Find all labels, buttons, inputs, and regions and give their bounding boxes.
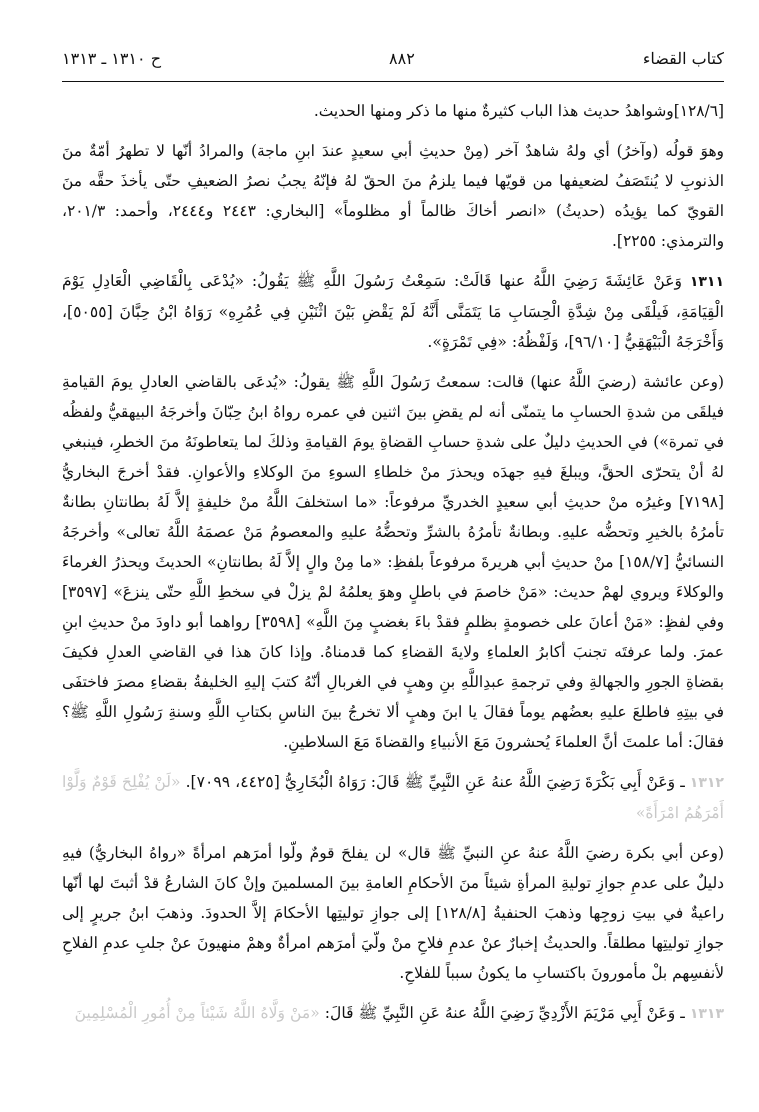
hadith-text: ـ وَعَنْ أَبِي مَرْيَمَ الأَزْدِيِّ رَضِيَ اللَّهُ عنهُ عَنِ النَّبِيِّ ﷺ قَالَ: <box>324 1004 685 1022</box>
page-body <box>62 96 724 1039</box>
book-title: كتاب القضاء <box>642 48 724 68</box>
hadith-text: ـ وَعَنْ أَبِي بَكْرَةَ رَضِيَ اللَّهُ عنهُ عَنِ النَّبِيِّ ﷺ قَالَ: رَوَاهُ الْبُخَارِيُّ [٤٤٢٥، ٧٠٩٩]. <box>185 773 685 791</box>
hadith-number: ١٣١٣ <box>689 1006 724 1022</box>
hadith-1313 <box>62 998 724 1029</box>
hadith-1311 <box>62 266 724 357</box>
commentary-paragraph: [١٢٨/٦]وشواهدُ حديث هذا الباب كثيرةٌ منها ما ذكر ومنها الحديث. <box>313 102 724 120</box>
commentary-paragraph: (وعن أبي بكرة رضيَ اللَّهُ عنهُ عنِ النبيِّ ﷺ قال» لن يفلحَ قومٌ ولّوا أمرَهم امرأةً «رواهُ البخاريُّ) فيهِ دليلٌ على عدمِ جوازِ توليةِ المرأةِ شيئاً منَ الأحكامِ العامةِ بينَ المسلمينَ وإنْ كانَ الشارعُ قدْ أثبتَ لها أنّها راعيةٌ في بيتِ زوجِها وذهبَ الحنفيةُ [١٢٨/٨] إلى جوازِ توليتِها الأحكامَ إلاَّ الحدودَ. وذهبَ ابنُ جريرٍ إلى جوازِ توليتِها مطلقاً. والحديثُ إخبارٌ عنْ عدمِ فلاحِ منْ ولّيَ أمرَهم امرأةٌ وهمْ منهيونَ عنْ جلبِ عدمِ الفلاحِ لأنفسِهم بلْ مأمورونَ باكتسابِ ما يكونُ سبباً للفلاحِ. <box>62 844 725 982</box>
faded-hadith-text: «لَنْ يُفْلِحَ قَوْمٌ وَلَّوْا أَمْرَهُمُ امْرَأَةً» <box>62 773 724 822</box>
commentary-paragraph: وهوَ قولُه (وآخرُ) أي ولهُ شاهدٌ آخر (مِنْ حديثِ أبي سعيدٍ عندَ ابنِ ماجة) والمرادُ أنّها لا تطهرُ أمّةٌ منَ الذنوبِ لا يُنتَصَفُ لضعيفها من قويّها فيما يلزمُ منَ الحقّ لهُ فإنّهُ يجبُ نصرُ الضعيفِ حتّى يأخذَ حقَّه منَ القويّ كما يؤيدُه (حديثُ) «انصر أخاكَ ظالماً أو مظلوماً» [البخاري: ٢٤٤٣ و٢٤٤٤، وأحمد: ٢٠١/٣، والترمذي: ٢٢٥٥]. <box>62 142 725 250</box>
hadith-number: ١٣١١ <box>689 274 724 290</box>
hadith-number: ١٣١٢ <box>689 775 724 791</box>
faded-hadith-text: «مَنْ وَلَّاهُ اللَّهُ شَيْئاً مِنْ أُمُورِ الْمُسْلِمِينَ <box>74 1004 320 1022</box>
hadith-range: ح ١٣١٠ ـ ١٣١٣ <box>62 48 162 68</box>
header-rule <box>62 81 724 82</box>
commentary-paragraph: (وعن عائشة (رضيَ اللَّهُ عنها) قالت: سمعتُ رَسُولَ اللَّهِ ﷺ يقولُ: «يُدعَى بالقاضي العادلِ يومَ القيامةِ فيلقَى من شدةِ الحسابِ ما يتمنّى أنه لم يقضِ بينَ اثنين في عمره رواهُ ابنُ حِبّانَ وأخرجَهُ البيهقيُّ ولفظُه في تمرة») في الحديثِ دليلٌ على شدةِ حسابِ القضاةِ يومَ القيامةِ وذلكَ لما يتعاطونَهُ منَ الخطرِ، فينبغي لهُ أنْ يتحرّى الحقَّ، ويبلغَ فيهِ جهدَه ويحذرَ منْ خلطاءِ السوءِ منَ الوكلاءِ والأعوانِ. فقدْ أخرجَ البخاريُّ [٧١٩٨] وغيرُه منْ حديثِ أبي سعيدٍ الخدريِّ مرفوعاً: «ما استخلفَ اللَّهُ منْ خليفةٍ إلاَّ لَهُ بطانتانِ بطانةٌ تأمرُهُ بالخيرِ وتحضُّه عليهِ. وبطانةٌ تأمرُهُ بالشرِّ وتحضُّهُ عليهِ والمعصومُ مَنْ عصمَهُ اللَّهُ تعالى» وأخرجَهُ النسائيُّ [١٥٨/٧] منْ حديثِ أبي هريرةَ مرفوعاً بلفظِ: «ما مِنْ والٍ إلاَّ لَهُ بطانتانِ» الحديثَ ويحذرُ الغرماءَ والوكلاءَ ويروي لهمْ حديث: «مَنْ خاصمَ في باطلٍ وهوَ يعلمُهُ لمْ يزلْ في سخطِ اللَّهِ حتّى ينزعَ» [٣٥٩٧] وفي لفظٍ: «مَنْ أعانَ على خصومةٍ بظلمٍ فقدْ باءَ بغضبٍ مِنَ اللَّهِ» [٣٥٩٨] رواهما أبو داودَ منْ حديثِ ابنِ عمرَ. ولما عرفتَه تجنبَ أكابرُ العلماءِ ولايةَ القضاءِ كما قدمناهُ. وإذا كانَ هذا في القاضي العدلِ فكيفَ بقضاةِ الجورِ والجهالةِ وفي ترجمةِ عبدِاللَّهِ بنِ وهبٍ في الغربالِ أنّهُ كتبَ إليهِ الخليفةُ بقضاءِ مصرَ فاختفَى في بيتِهِ فاطلعَ عليهِ بعضُهم يوماً فقالَ يا ابنَ وهبٍ ألا تخرجُ بينَ الناسِ بكتابِ اللَّهِ وسنةِ رَسُولِ اللَّهِ ﷺ؟ فقالَ: أما علمتَ أنَّ العلماءَ يُحشرونَ مَعَ الأنبياءِ والقضاةَ مَعَ السلاطينِ. <box>62 373 725 751</box>
page-number: ٨٨٢ <box>389 48 415 68</box>
page-header <box>62 44 724 72</box>
hadith-text: وَعَنْ عَائِشَةَ رَضِيَ اللَّهُ عنها قَالَتْ: سَمِعْتُ رَسُولَ اللَّهِ ﷺ يَقُولُ: «يُدْعَى بِالْقَاضِي الْعَادِلِ يَوْمَ الْقِيَامَةِ، فَيلْقَى مِنْ شِدَّةِ الْحِسَابِ مَا يَتَمَنَّى أَنَّهُ لَمْ يَقْضِ بَيْنَ اثْنَيْنِ فِي عُمُرِهِ» رَوَاهُ ابْنُ حِبَّانَ [٥٠٥٥]، وَأَخْرَجَهُ الْبَيْهَقِيُّ [٩٦/١٠]، وَلَفْظُهُ: «فِي تَمْرَةٍ». <box>62 272 724 351</box>
hadith-1312 <box>62 767 724 828</box>
